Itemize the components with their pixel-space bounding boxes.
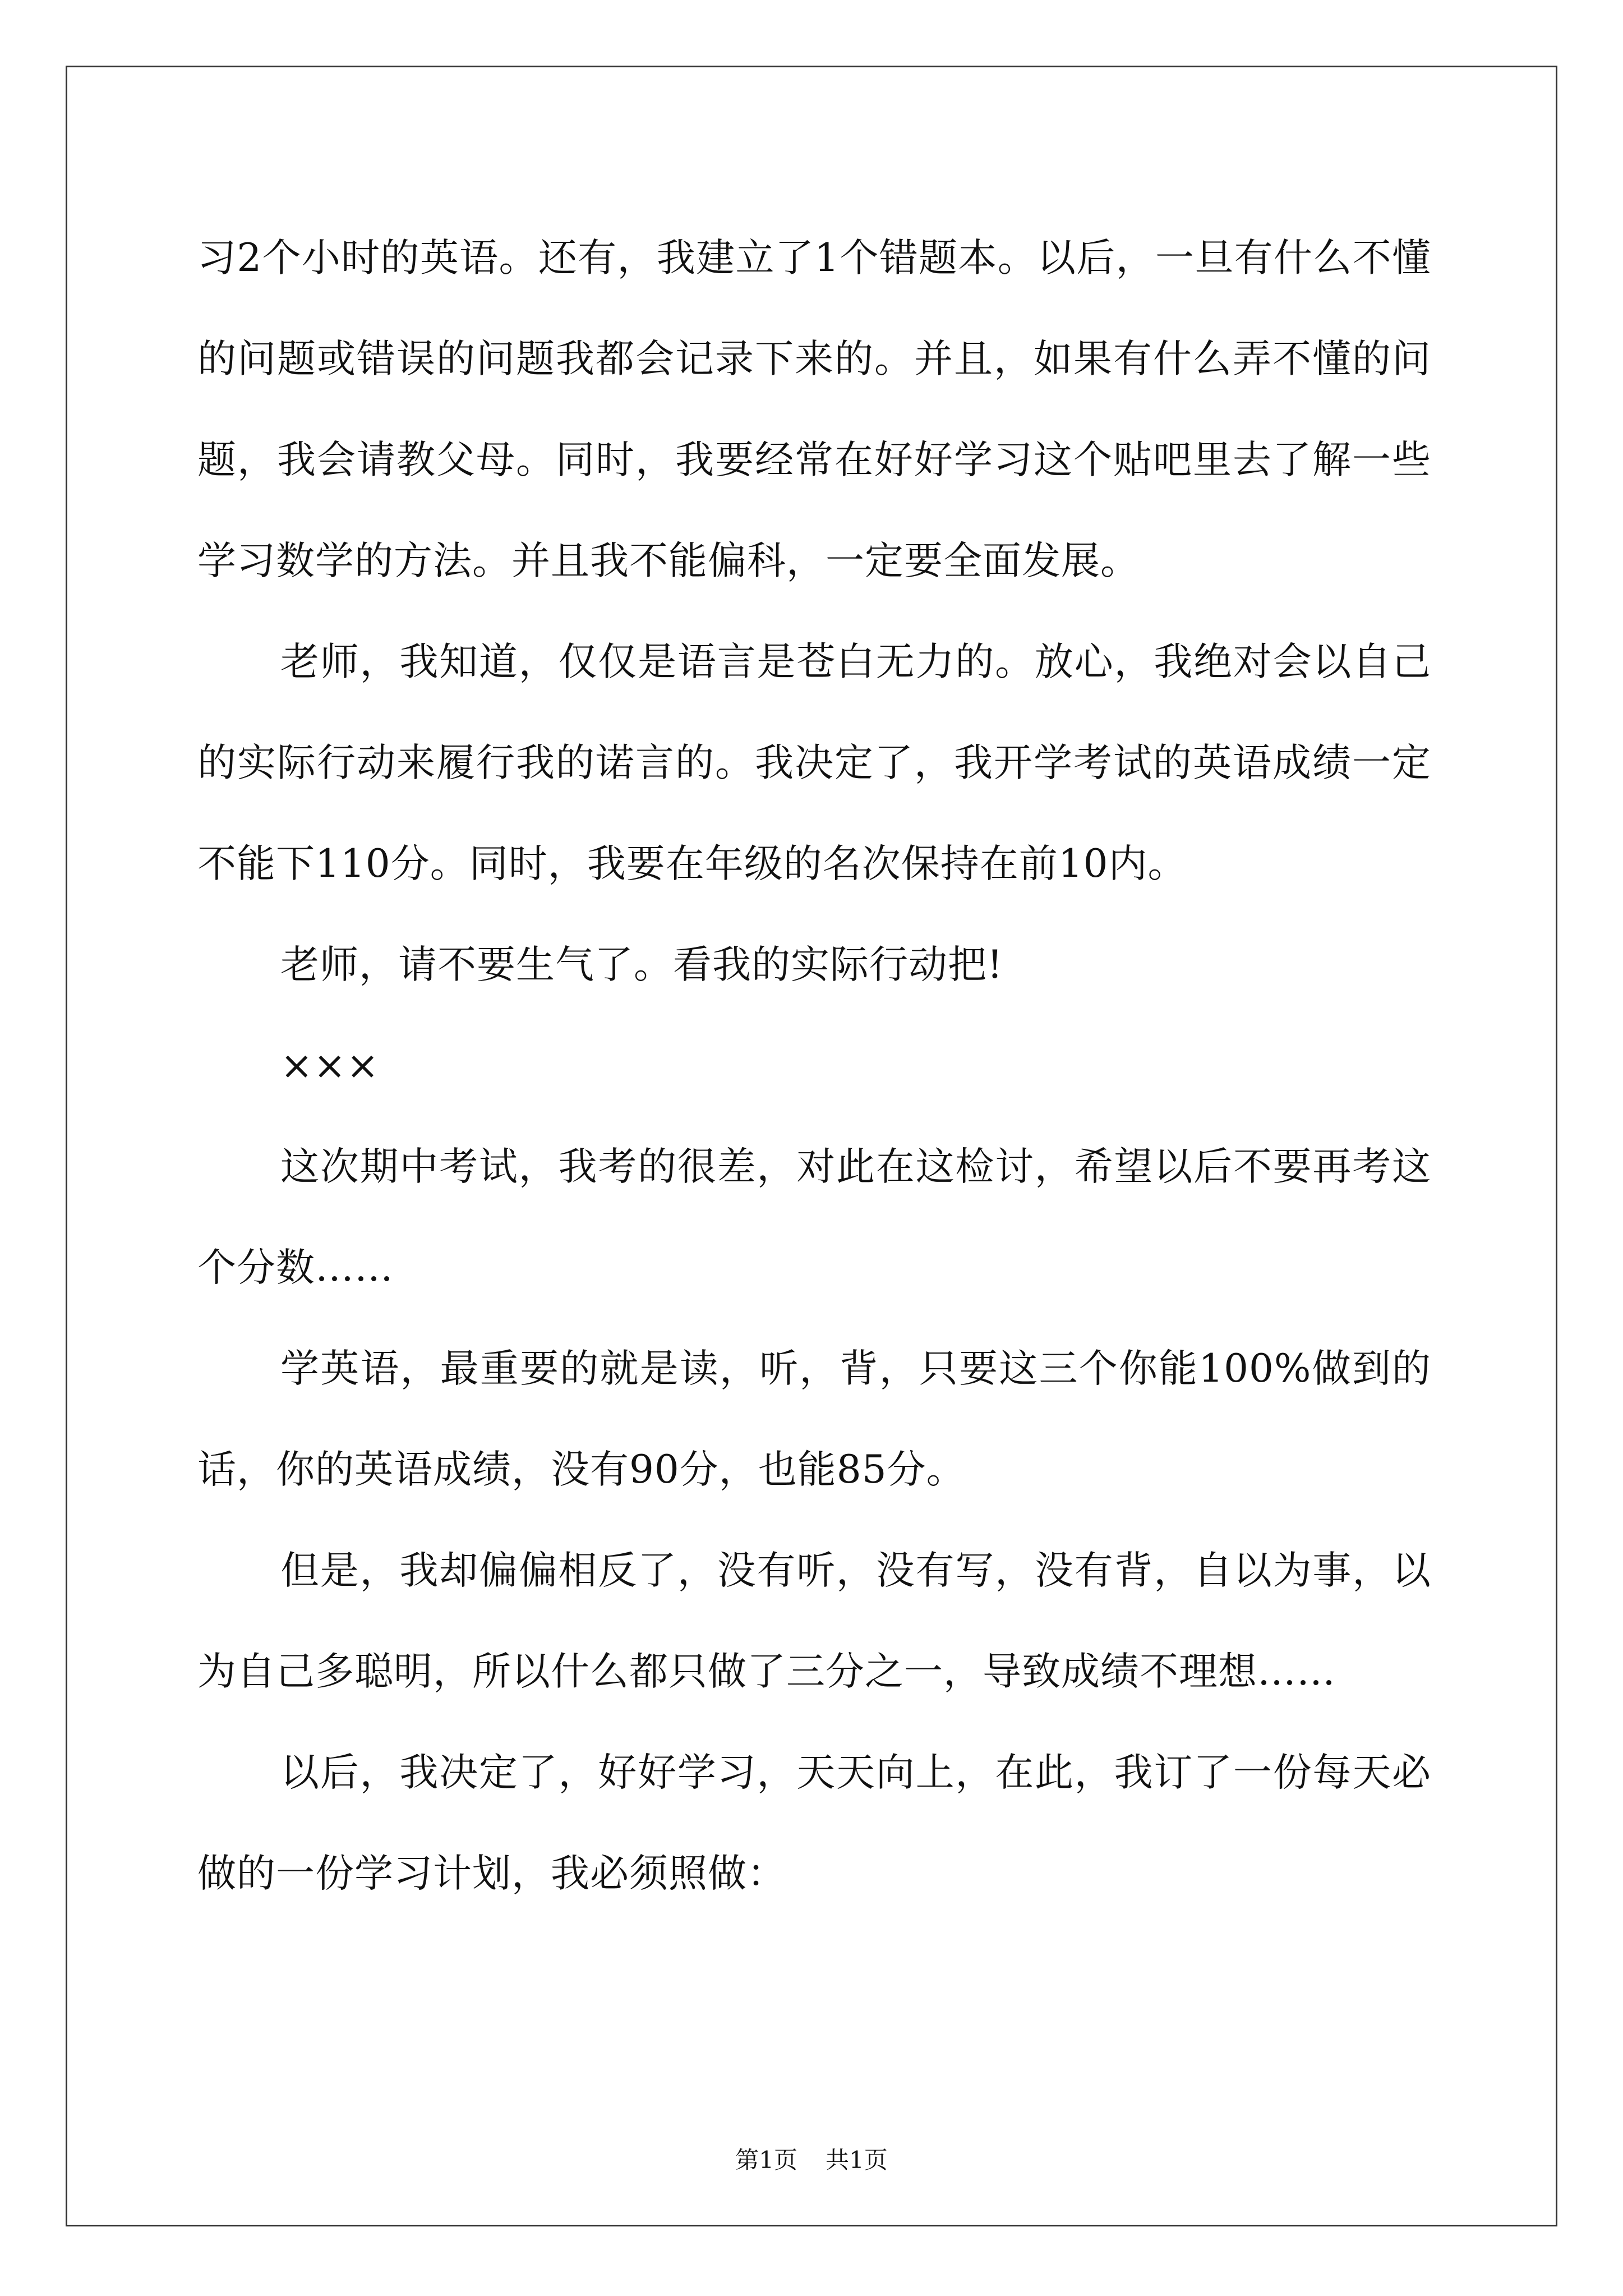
document-body: [197, 208, 1431, 1924]
page-total: 共1页: [826, 2146, 888, 2174]
paragraph-1: 习2个小时的英语。还有，我建立了1个错题本。以后，一旦有什么不懂的问题或错误的问题我都会记录下来的。并且，如果有什么弄不懂的问题，我会请教父母。同时，我要经常在好好学习这个贴吧里去了解一些学习数学的方法。并且我不能偏科，一定要全面发展。: [197, 236, 1431, 583]
page-number: 第1页: [735, 2146, 797, 2174]
paragraph-5: 这次期中考试，我考的很差，对此在这检讨，希望以后不要再考这个分数……: [197, 1144, 1431, 1290]
paragraph-8: 以后，我决定了，好好学习，天天向上，在此，我订了一份每天必做的一份学习计划，我必须照做：: [197, 1750, 1431, 1896]
paragraph-3: 老师，请不要生气了。看我的实际行动把!: [280, 942, 1003, 987]
paragraph-6: 学英语，最重要的就是读，听，背，只要这三个你能100%做到的话，你的英语成绩，没有90分，也能85分。: [197, 1346, 1431, 1492]
paragraph-7: 但是，我却偏偏相反了，没有听，没有写，没有背，自以为事，以为自己多聪明，所以什么都只做了三分之一，导致成绩不理想……: [197, 1548, 1431, 1694]
paragraph-4: ×××: [280, 1043, 380, 1088]
page-footer: [0, 2146, 1623, 2174]
paragraph-2: 老师，我知道，仅仅是语言是苍白无力的。放心，我绝对会以自己的实际行动来履行我的诺言的。我决定了，我开学考试的英语成绩一定不能下110分。同时，我要在年级的名次保持在前10内。: [197, 639, 1431, 886]
